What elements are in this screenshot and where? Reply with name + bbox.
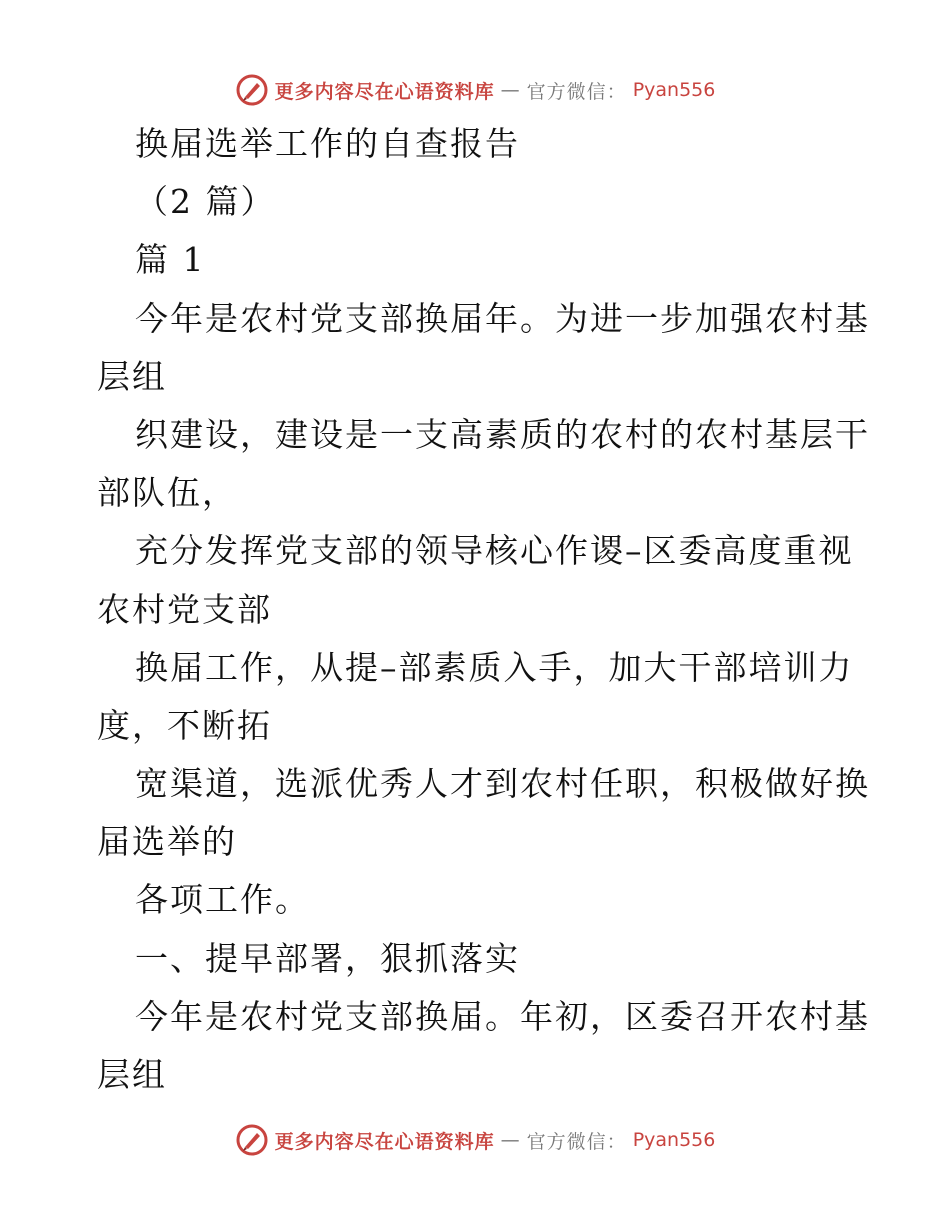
watermark-separator: —: [500, 1129, 521, 1151]
text-line: 织建设，建设是一支高素质的农村的农村基层干: [135, 414, 870, 454]
text-line: 度，不断拓: [97, 705, 272, 745]
watermark-wechat-id: Pyan556: [632, 79, 716, 101]
subsection-heading: 一、提早部署，狠抓落实: [135, 938, 520, 978]
text-line: 今年是农村党支部换届。年初，区委召开农村基: [135, 996, 870, 1036]
text-line: 宽渠道，选派优秀人才到农村任职，积极做好换: [135, 764, 870, 804]
text-line: 各项工作。: [135, 880, 310, 920]
watermark-separator: —: [500, 79, 521, 101]
watermark-main-text: 更多内容尽在心语资料库: [274, 1130, 495, 1153]
watermark-footer: [0, 1120, 950, 1160]
pen-logo-icon: [235, 73, 269, 107]
watermark-wechat-label: 官方微信：: [526, 80, 627, 103]
text-line: 部队伍，: [97, 473, 237, 513]
pen-logo-icon: [235, 1123, 269, 1157]
watermark-wechat-label: 官方微信：: [526, 1130, 627, 1153]
watermark-wechat-id: Pyan556: [632, 1129, 716, 1151]
document-title: 换届选举工作的自查报告: [135, 124, 520, 163]
text-line: 层组: [97, 1055, 167, 1094]
text-line: 层组: [97, 356, 167, 396]
watermark-main-text: 更多内容尽在心语资料库: [274, 80, 495, 103]
text-line: 届选举的: [97, 822, 237, 862]
text-line: 充分发挥党支部的领导核心作谡–区委高度重视: [135, 531, 854, 571]
text-line: 今年是农村党支部换届年。为进一步加强农村基: [135, 298, 870, 338]
document-subtitle: （2 篇）: [135, 182, 276, 222]
document-body: [97, 115, 870, 1104]
text-line: 农村党支部: [97, 589, 272, 629]
text-line: 换届工作，从提–部素质入手，加大干部培训力: [135, 647, 854, 687]
watermark-header: [0, 70, 950, 110]
section-heading: 篇 1: [135, 240, 206, 280]
